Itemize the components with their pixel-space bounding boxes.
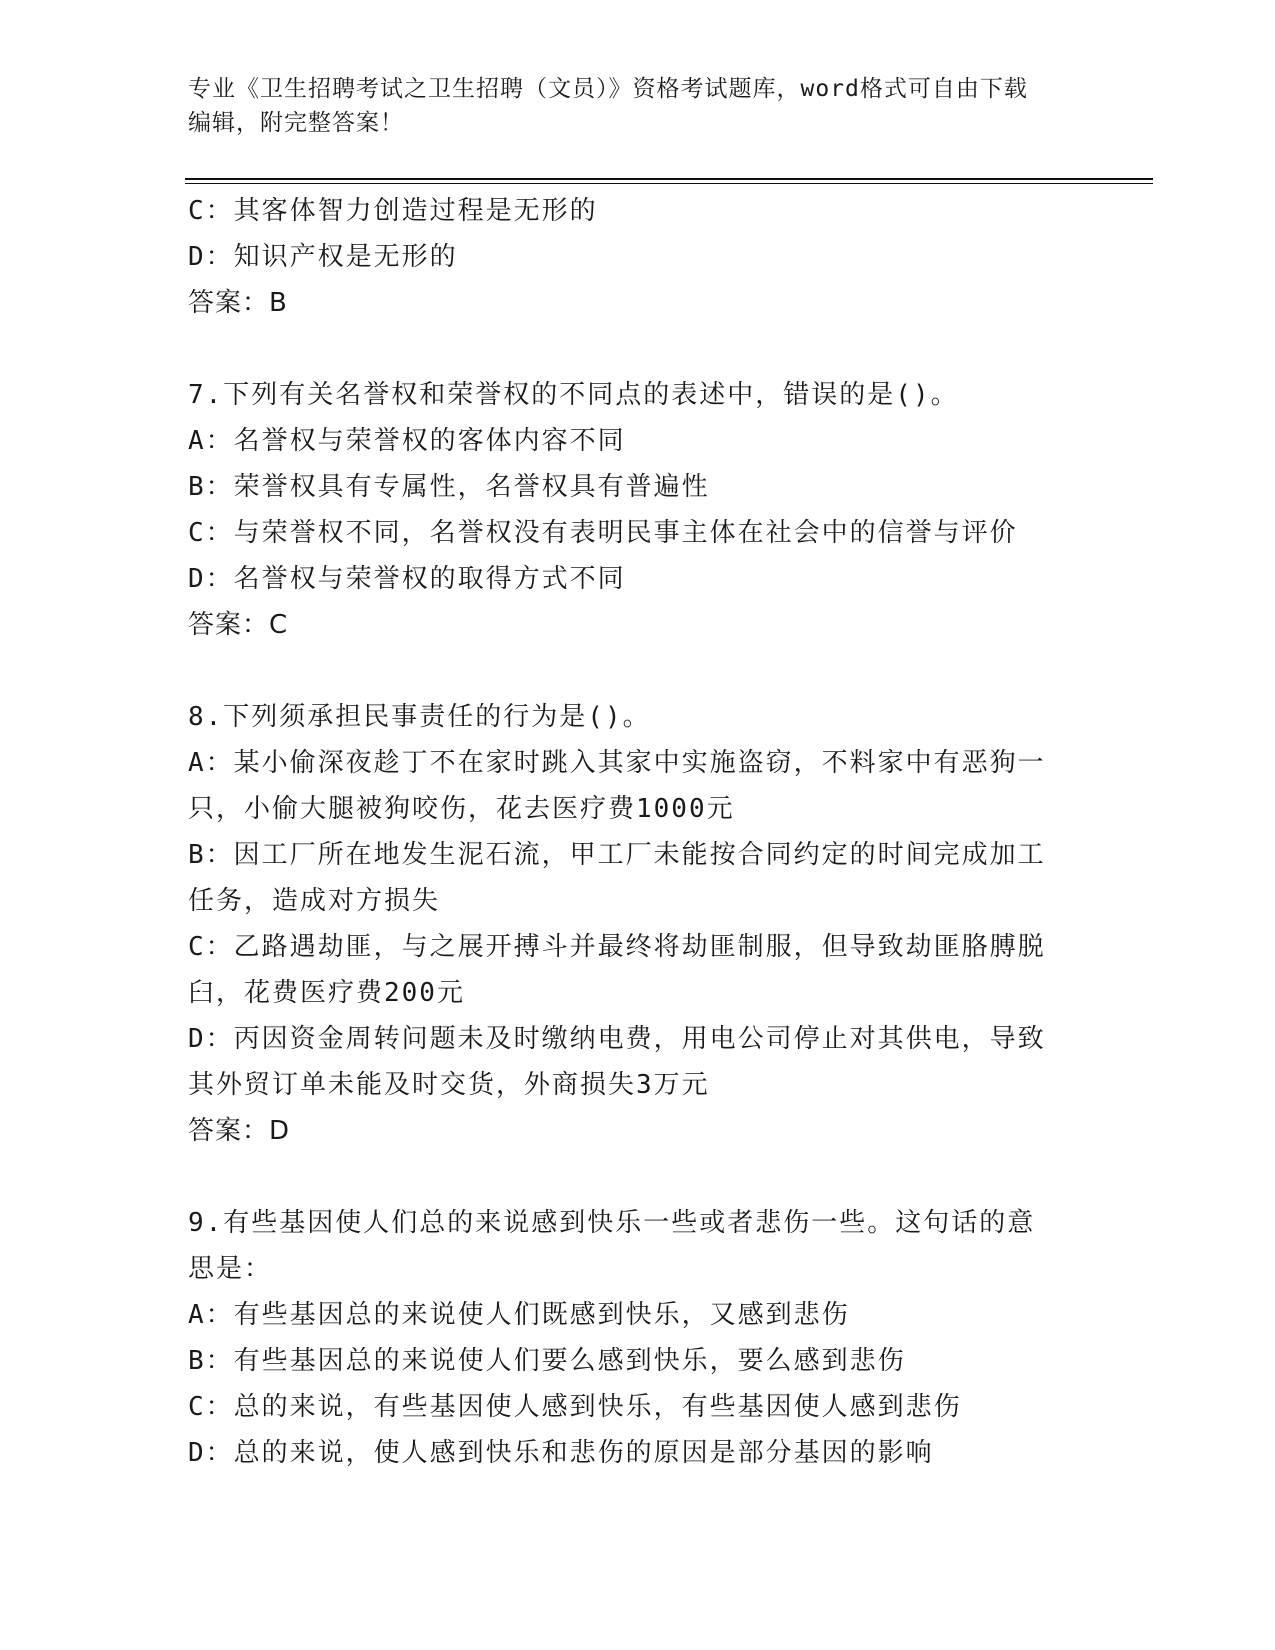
answer-label: 答案：D xyxy=(188,1116,291,1146)
option-a-line-1: A：某小偷深夜趁丁不在家时跳入其家中实施盗窃，不料家中有恶狗一 xyxy=(188,748,1046,778)
answer-label: 答案：C xyxy=(188,610,289,640)
document-header xyxy=(188,72,1088,140)
question-7 xyxy=(188,372,1078,648)
header-divider xyxy=(185,178,1153,180)
spacer xyxy=(188,648,1078,694)
option-c-line-1: C：乙路遇劫匪，与之展开搏斗并最终将劫匪制服，但导致劫匪胳膊脱 xyxy=(188,932,1046,962)
option-a-line-2: 只，小偷大腿被狗咬伤，花去医疗费1000元 xyxy=(188,794,735,824)
option-d-line-2: 其外贸订单未能及时交货，外商损失3万元 xyxy=(188,1070,710,1100)
option-d: D：知识产权是无形的 xyxy=(188,242,458,272)
option-b: B：有些基因总的来说使人们要么感到快乐，要么感到悲伤 xyxy=(188,1346,906,1376)
question-stem-line-2: 思是： xyxy=(188,1254,273,1284)
option-c: C：总的来说，有些基因使人感到快乐，有些基因使人感到悲伤 xyxy=(188,1392,962,1422)
question-stem-line-1: 9.有些基因使人们总的来说感到快乐一些或者悲伤一些。这句话的意 xyxy=(188,1208,1036,1238)
option-a: A：名誉权与荣誉权的客体内容不同 xyxy=(188,426,626,456)
header-divider-thin xyxy=(185,183,1153,184)
question-stem: 7.下列有关名誉权和荣誉权的不同点的表述中，错误的是()。 xyxy=(188,380,959,410)
option-b-line-1: B：因工厂所在地发生泥石流，甲工厂未能按合同约定的时间完成加工 xyxy=(188,840,1046,870)
option-c: C：其客体智力创造过程是无形的 xyxy=(188,196,598,226)
option-c-line-2: 臼，花费医疗费200元 xyxy=(188,978,465,1008)
spacer xyxy=(188,1154,1078,1200)
option-b-line-2: 任务，造成对方损失 xyxy=(188,886,441,916)
option-d: D：名誉权与荣誉权的取得方式不同 xyxy=(188,564,626,594)
spacer xyxy=(188,326,1078,372)
header-line-1: 专业《卫生招聘考试之卫生招聘（文员）》资格考试题库，word格式可自由下载 xyxy=(188,76,1028,102)
question-9 xyxy=(188,1200,1078,1476)
answer-label: 答案：B xyxy=(188,288,288,318)
option-d-line-1: D：丙因资金周转问题未及时缴纳电费，用电公司停止对其供电，导致 xyxy=(188,1024,1046,1054)
option-d: D：总的来说，使人感到快乐和悲伤的原因是部分基因的影响 xyxy=(188,1438,934,1468)
option-a: A：有些基因总的来说使人们既感到快乐，又感到悲伤 xyxy=(188,1300,850,1330)
question-list xyxy=(188,188,1078,1476)
question-stem: 8.下列须承担民事责任的行为是()。 xyxy=(188,702,651,732)
question-8 xyxy=(188,694,1078,1154)
option-b: B：荣誉权具有专属性，名誉权具有普遍性 xyxy=(188,472,710,502)
question-6-tail xyxy=(188,188,1078,326)
option-c: C：与荣誉权不同，名誉权没有表明民事主体在社会中的信誉与评价 xyxy=(188,518,1018,548)
header-line-2: 编辑，附完整答案！ xyxy=(188,110,404,136)
